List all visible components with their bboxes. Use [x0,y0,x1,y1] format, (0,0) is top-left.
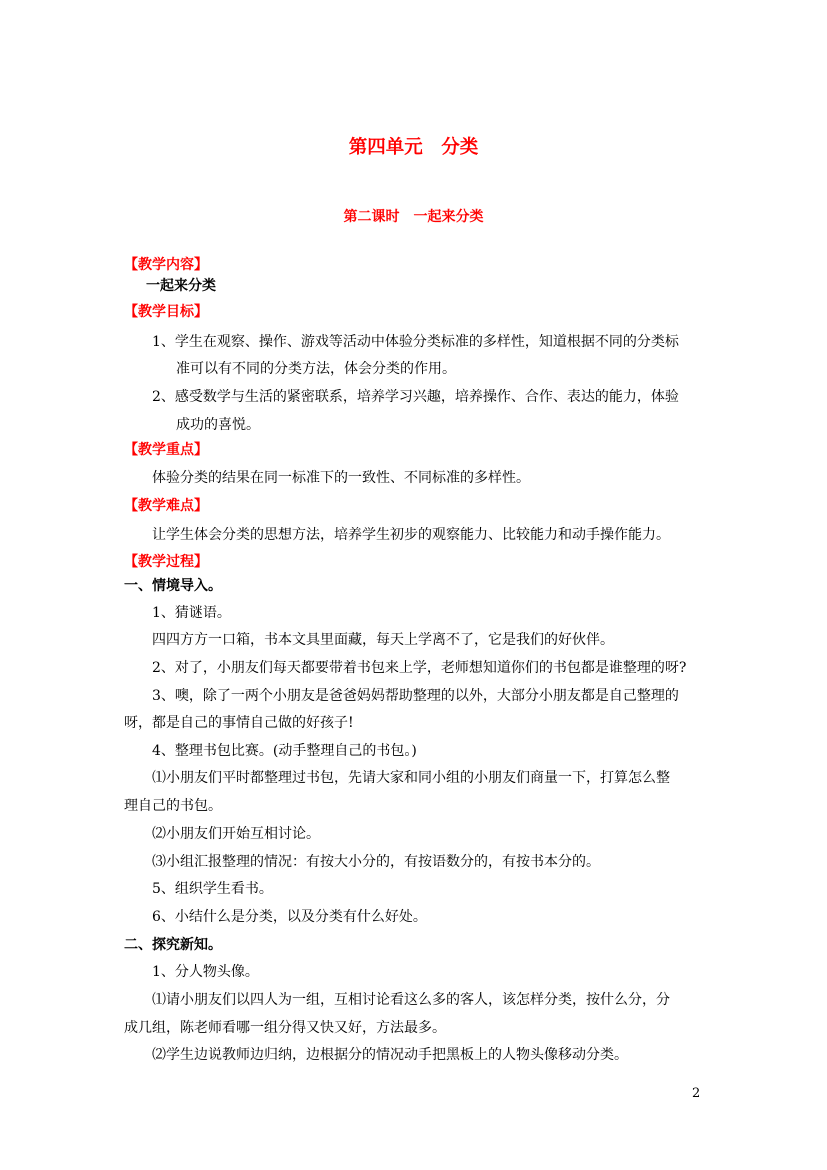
content-line: ⑵小朋友们开始互相讨论。 [152,826,320,842]
section-heading: 【教学难点】 [124,498,208,514]
section-heading: 【教学重点】 [124,442,208,458]
content-line: 成几组，陈老师看哪一组分得又快又好，方法最多。 [124,1020,446,1036]
content-line: 呀，都是自己的事情自己做的好孩子! [124,715,354,731]
content-line: ⑵学生边说教师边归纳，边根据分的情况动手把黑板上的人物头像移动分类。 [152,1047,628,1063]
content-line: 准可以有不同的分类方法，体会分类的作用。 [176,361,456,377]
content-line: 1、学生在观察、操作、游戏等活动中体验分类标准的多样性，知道根据不同的分类标 [152,334,679,350]
section-heading: 【教学过程】 [124,554,208,570]
part-heading: 一、情境导入。 [124,578,222,594]
content-line: ⑴请小朋友们以四人为一组，互相讨论看这么多的客人，该怎样分类，按什么分，分 [152,992,670,1008]
content-line: 1、分人物头像。 [152,964,259,980]
content-line: 2、对了，小朋友们每天都要带着书包来上学，老师想知道你们的书包都是谁整理的呀? [152,660,687,676]
content-line: 2、感受数学与生活的紧密联系，培养学习兴趣，培养操作、合作、表达的能力，体验 [152,389,679,405]
document-title: 第四单元 分类 [348,137,479,158]
content-line: 1、猜谜语。 [152,605,231,621]
content-line: 体验分类的结果在同一标准下的一致性、不同标准的多样性。 [152,470,530,486]
content-line: 一起来分类 [146,278,216,294]
content-line: 4、整理书包比赛。(动手整理自己的书包。) [152,743,417,759]
content-line: 理自己的书包。 [124,798,222,814]
content-line: 5、组织学生看书。 [152,881,273,897]
content-line: 让学生体会分类的思想方法，培养学生初步的观察能力、比较能力和动手操作能力。 [152,527,670,543]
part-heading: 二、探究新知。 [124,937,222,953]
content-line: 3、噢，除了一两个小朋友是爸爸妈妈帮助整理的以外，大部分小朋友都是自己整理的 [152,688,679,704]
page-number: 2 [692,1086,701,1101]
content-line: ⑶小组汇报整理的情况：有按大小分的，有按语数分的，有按书本分的。 [152,854,600,870]
content-line: 四四方方一口箱，书本文具里面藏，每天上学离不了，它是我们的好伙伴。 [152,632,614,648]
section-heading: 【教学内容】 [124,257,208,273]
content-line: 成功的喜悦。 [176,417,260,433]
lesson-subtitle: 第二课时 一起来分类 [343,209,484,225]
content-line: 6、小结什么是分类，以及分类有什么好处。 [152,909,427,925]
content-line: ⑴小朋友们平时都整理过书包，先请大家和同小组的小朋友们商量一下，打算怎么整 [152,770,670,786]
section-heading: 【教学目标】 [124,304,208,320]
